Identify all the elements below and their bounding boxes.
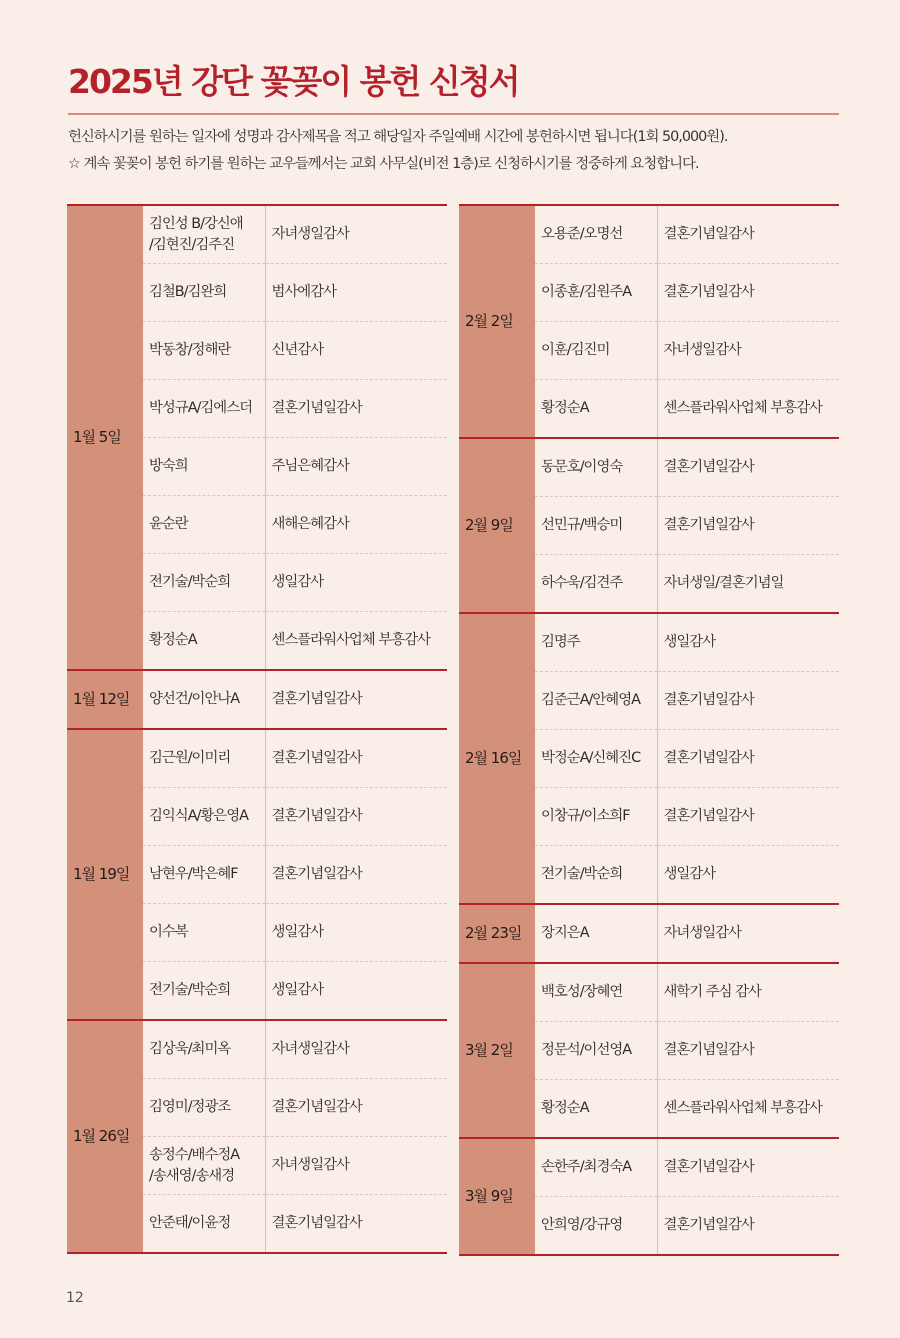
schedule-table-left <box>67 204 447 1254</box>
names-cell: 장지은A <box>535 904 657 963</box>
date-cell: 2월 2일 <box>459 205 535 438</box>
purpose-cell: 결혼기념일감사 <box>657 788 839 846</box>
purpose-cell: 생일감사 <box>265 904 447 962</box>
purpose-cell: 결혼기념일감사 <box>265 670 447 729</box>
date-cell: 1월 5일 <box>67 205 143 670</box>
purpose-cell: 자녀생일감사 <box>657 904 839 963</box>
title-divider <box>68 113 839 115</box>
names-cell: 이수복 <box>143 904 265 962</box>
purpose-cell: 센스플라워사업체 부흥감사 <box>657 1080 839 1139</box>
names-cell: 선민규/백승미 <box>535 497 657 555</box>
purpose-cell: 결혼기념일감사 <box>265 729 447 788</box>
names-cell: 박동창/정해란 <box>143 322 265 380</box>
table-row <box>67 670 447 729</box>
table-row <box>67 729 447 788</box>
table-row <box>459 904 839 963</box>
names-cell: 윤순란 <box>143 496 265 554</box>
table-row <box>459 205 839 264</box>
intro-line: ☆ 계속 꽃꽂이 봉헌 하기를 원하는 교우들께서는 교회 사무실(비전 1층)로 신청하시기를 정중하게 요청합니다. <box>68 156 699 172</box>
purpose-cell: 자녀생일감사 <box>265 1137 447 1195</box>
purpose-cell: 새해은혜감사 <box>265 496 447 554</box>
date-cell: 1월 26일 <box>67 1020 143 1253</box>
purpose-cell: 결혼기념일감사 <box>265 1079 447 1137</box>
names-cell: 김준근A/안혜영A <box>535 672 657 730</box>
names-cell: 안희영/강규영 <box>535 1197 657 1256</box>
names-cell: 이종훈/김원주A <box>535 264 657 322</box>
names-cell: 김철B/김완희 <box>143 264 265 322</box>
purpose-cell: 결혼기념일감사 <box>657 730 839 788</box>
purpose-cell: 결혼기념일감사 <box>657 1138 839 1197</box>
names-cell: 동문호/이영숙 <box>535 438 657 497</box>
purpose-cell: 자녀생일감사 <box>271 226 349 242</box>
names-cell: 송정수/배수정A /송새영/송새경 <box>143 1137 265 1195</box>
purpose-cell: 생일감사 <box>265 962 447 1021</box>
names-cell: 안준태/이윤정 <box>143 1195 265 1254</box>
names-cell: 김영미/정광조 <box>143 1079 265 1137</box>
names-cell: 황정순A <box>143 612 265 671</box>
purpose-cell: 결혼기념일감사 <box>657 1197 839 1256</box>
names-cell: 정문석/이선영A <box>535 1022 657 1080</box>
purpose-cell: 주님은혜감사 <box>265 438 447 496</box>
names-cell: 양선건/이안나A <box>143 670 265 729</box>
purpose-cell: 결혼기념일감사 <box>265 1195 447 1254</box>
purpose-cell: 생일감사 <box>265 554 447 612</box>
date-cell: 2월 16일 <box>459 613 535 904</box>
names-cell: 황정순A <box>535 380 657 439</box>
purpose-cell: 결혼기념일감사 <box>657 264 839 322</box>
names-cell: 이창규/이소희F <box>535 788 657 846</box>
names-cell: 김상욱/최미옥 <box>143 1020 265 1079</box>
purpose-cell: 범사에감사 <box>265 264 447 322</box>
purpose-cell: 생일감사 <box>657 613 839 672</box>
date-cell: 1월 12일 <box>67 670 143 729</box>
purpose-cell: 결혼기념일감사 <box>663 226 754 242</box>
table-row <box>459 438 839 497</box>
names-cell: 남현우/박은혜F <box>143 846 265 904</box>
purpose-cell: 신년감사 <box>265 322 447 380</box>
date-cell: 2월 23일 <box>459 904 535 963</box>
names-cell: 박성규A/김에스더 <box>143 380 265 438</box>
names-cell: 박정순A/신혜진C <box>535 730 657 788</box>
table-row <box>459 963 839 1022</box>
intro-line: 헌신하시기를 원하는 일자에 성명과 감사제목을 적고 해당일자 주일예배 시간에 봉헌하시면 됩니다(1회 50,000원). <box>68 129 728 145</box>
purpose-cell: 생일감사 <box>657 846 839 905</box>
table-row <box>67 205 447 264</box>
table-row <box>459 613 839 672</box>
names-cell: 김인성 B/강신애 /김현진/김주진 <box>143 205 265 264</box>
purpose-cell: 자녀생일/결혼기념일 <box>657 555 839 614</box>
names-cell: 오용준/오명선 <box>535 205 657 264</box>
purpose-cell: 결혼기념일감사 <box>265 788 447 846</box>
purpose-cell: 자녀생일감사 <box>265 1020 447 1079</box>
purpose-cell: 결혼기념일감사 <box>657 497 839 555</box>
names-cell: 김근원/이미리 <box>143 729 265 788</box>
purpose-cell: 결혼기념일감사 <box>657 672 839 730</box>
names-cell: 황정순A <box>535 1080 657 1139</box>
names-cell: 김명주 <box>535 613 657 672</box>
purpose-cell: 결혼기념일감사 <box>657 1022 839 1080</box>
names-cell: 전기술/박순희 <box>535 846 657 905</box>
table-row <box>67 1020 447 1079</box>
table-row <box>459 1138 839 1197</box>
purpose-cell: 결혼기념일감사 <box>265 380 447 438</box>
date-cell: 2월 9일 <box>459 438 535 613</box>
schedule-table-right <box>459 204 839 1256</box>
names-cell: 하수욱/김견주 <box>535 555 657 614</box>
date-cell: 1월 19일 <box>67 729 143 1020</box>
names-cell: 이훈/김진미 <box>535 322 657 380</box>
purpose-cell: 센스플라워사업체 부흥감사 <box>265 612 447 671</box>
purpose-cell: 센스플라워사업체 부흥감사 <box>657 380 839 439</box>
date-cell: 3월 9일 <box>459 1138 535 1255</box>
names-cell: 손한주/최경숙A <box>535 1138 657 1197</box>
purpose-cell: 자녀생일감사 <box>657 322 839 380</box>
page-title: 2025년 강단 꽃꽂이 봉헌 신청서 <box>68 62 519 101</box>
purpose-cell: 결혼기념일감사 <box>265 846 447 904</box>
names-cell: 방숙희 <box>143 438 265 496</box>
names-cell: 김익식A/황은영A <box>143 788 265 846</box>
page-number: 12 <box>66 1290 84 1306</box>
names-cell: 백호성/장혜연 <box>535 963 657 1022</box>
purpose-cell: 새학기 주심 감사 <box>657 963 839 1022</box>
names-cell: 전기술/박순희 <box>143 554 265 612</box>
date-cell: 3월 2일 <box>459 963 535 1138</box>
names-cell: 전기술/박순희 <box>143 962 265 1021</box>
purpose-cell: 결혼기념일감사 <box>657 438 839 497</box>
intro-text <box>68 124 848 178</box>
